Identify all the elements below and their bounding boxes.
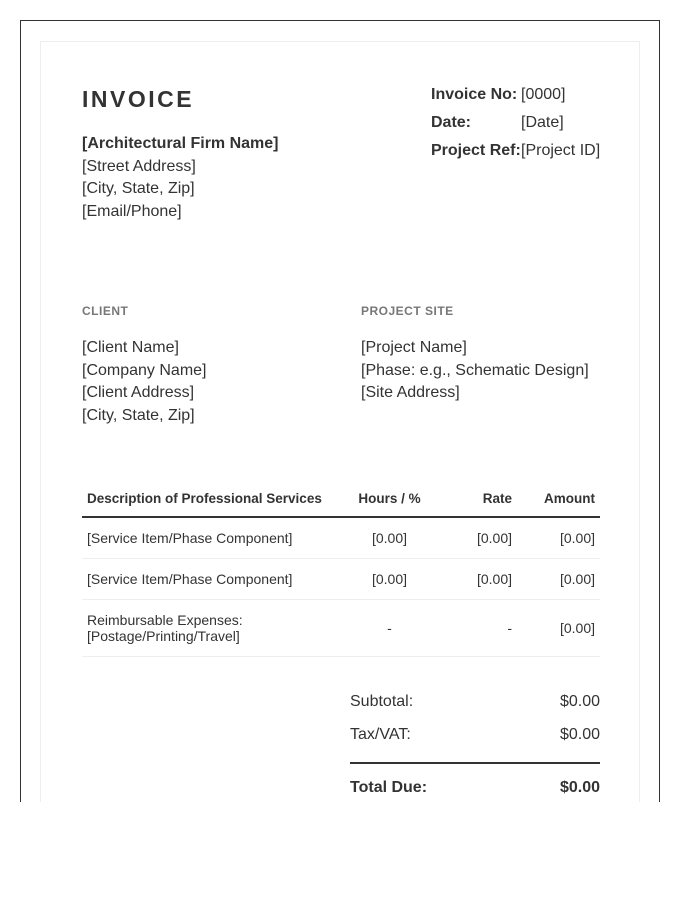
firm-city: [City, State, Zip] [82, 180, 195, 197]
total-due-label: Total Due: [350, 779, 428, 796]
row-rate: - [432, 600, 517, 657]
subtotal-row [350, 688, 600, 721]
client-company: [Company Name] [82, 361, 207, 379]
invoice-date-row [431, 114, 600, 142]
row-description [82, 600, 347, 657]
header-description: Description of Professional Services [82, 480, 347, 517]
invoice-number-row [431, 86, 600, 114]
row-description: [Service Item/Phase Component] [82, 559, 347, 600]
tax-label: Tax/VAT: [350, 726, 411, 743]
services-table [82, 480, 600, 657]
project-phase: [Phase: e.g., Schematic Design] [361, 361, 589, 379]
header-hours: Hours / % [347, 480, 432, 517]
row-description: [Service Item/Phase Component] [82, 517, 347, 559]
invoice-number-label: Invoice No: [431, 86, 518, 103]
row-hours: - [347, 600, 432, 657]
tax-row [350, 721, 600, 754]
row-amount: [0.00] [517, 517, 600, 559]
header-amount: Amount [517, 480, 600, 517]
total-due-value: $0.00 [559, 779, 600, 796]
site-address: [Site Address] [361, 384, 460, 401]
total-due-row [350, 762, 600, 807]
firm-name: [Architectural Firm Name] [82, 135, 279, 152]
project-site-section-label: PROJECT SITE [361, 304, 454, 318]
invoice-number-value: [0000] [521, 86, 566, 103]
subtotal-value: $0.00 [559, 693, 600, 710]
totals-block [350, 688, 600, 807]
invoice-title: INVOICE [82, 86, 195, 112]
project-name: [Project Name] [361, 339, 467, 356]
row-rate: [0.00] [432, 559, 517, 600]
table-row [82, 600, 600, 657]
row-hours: [0.00] [347, 517, 432, 559]
project-ref-row [431, 142, 600, 170]
client-section-label: CLIENT [82, 304, 129, 318]
row-rate: [0.00] [432, 517, 517, 559]
firm-contact: [Email/Phone] [82, 202, 182, 220]
header-rate: Rate [432, 480, 517, 517]
client-block [82, 337, 207, 427]
project-site-block [361, 337, 589, 405]
row-amount: [0.00] [517, 600, 600, 657]
firm-street: [Street Address] [82, 157, 196, 175]
table-header-row [82, 480, 600, 517]
project-ref-label: Project Ref: [431, 142, 521, 159]
row-hours: [0.00] [347, 559, 432, 600]
table-row [82, 559, 600, 600]
client-address: [Client Address] [82, 384, 195, 401]
firm-details [82, 133, 279, 223]
invoice-date-label: Date: [431, 114, 472, 131]
client-name: [Client Name] [82, 339, 179, 356]
client-city: [City, State, Zip] [82, 406, 195, 424]
row-amount: [0.00] [517, 559, 600, 600]
invoice-date-value: [Date] [521, 114, 564, 131]
project-ref-value: [Project ID] [521, 142, 601, 159]
invoice-meta [431, 86, 600, 170]
table-row [82, 517, 600, 559]
subtotal-label: Subtotal: [350, 693, 414, 710]
reimbursable-detail: [Postage/Printing/Travel] [87, 628, 240, 644]
tax-value: $0.00 [559, 726, 600, 743]
reimbursable-label: Reimbursable Expenses: [87, 612, 243, 628]
